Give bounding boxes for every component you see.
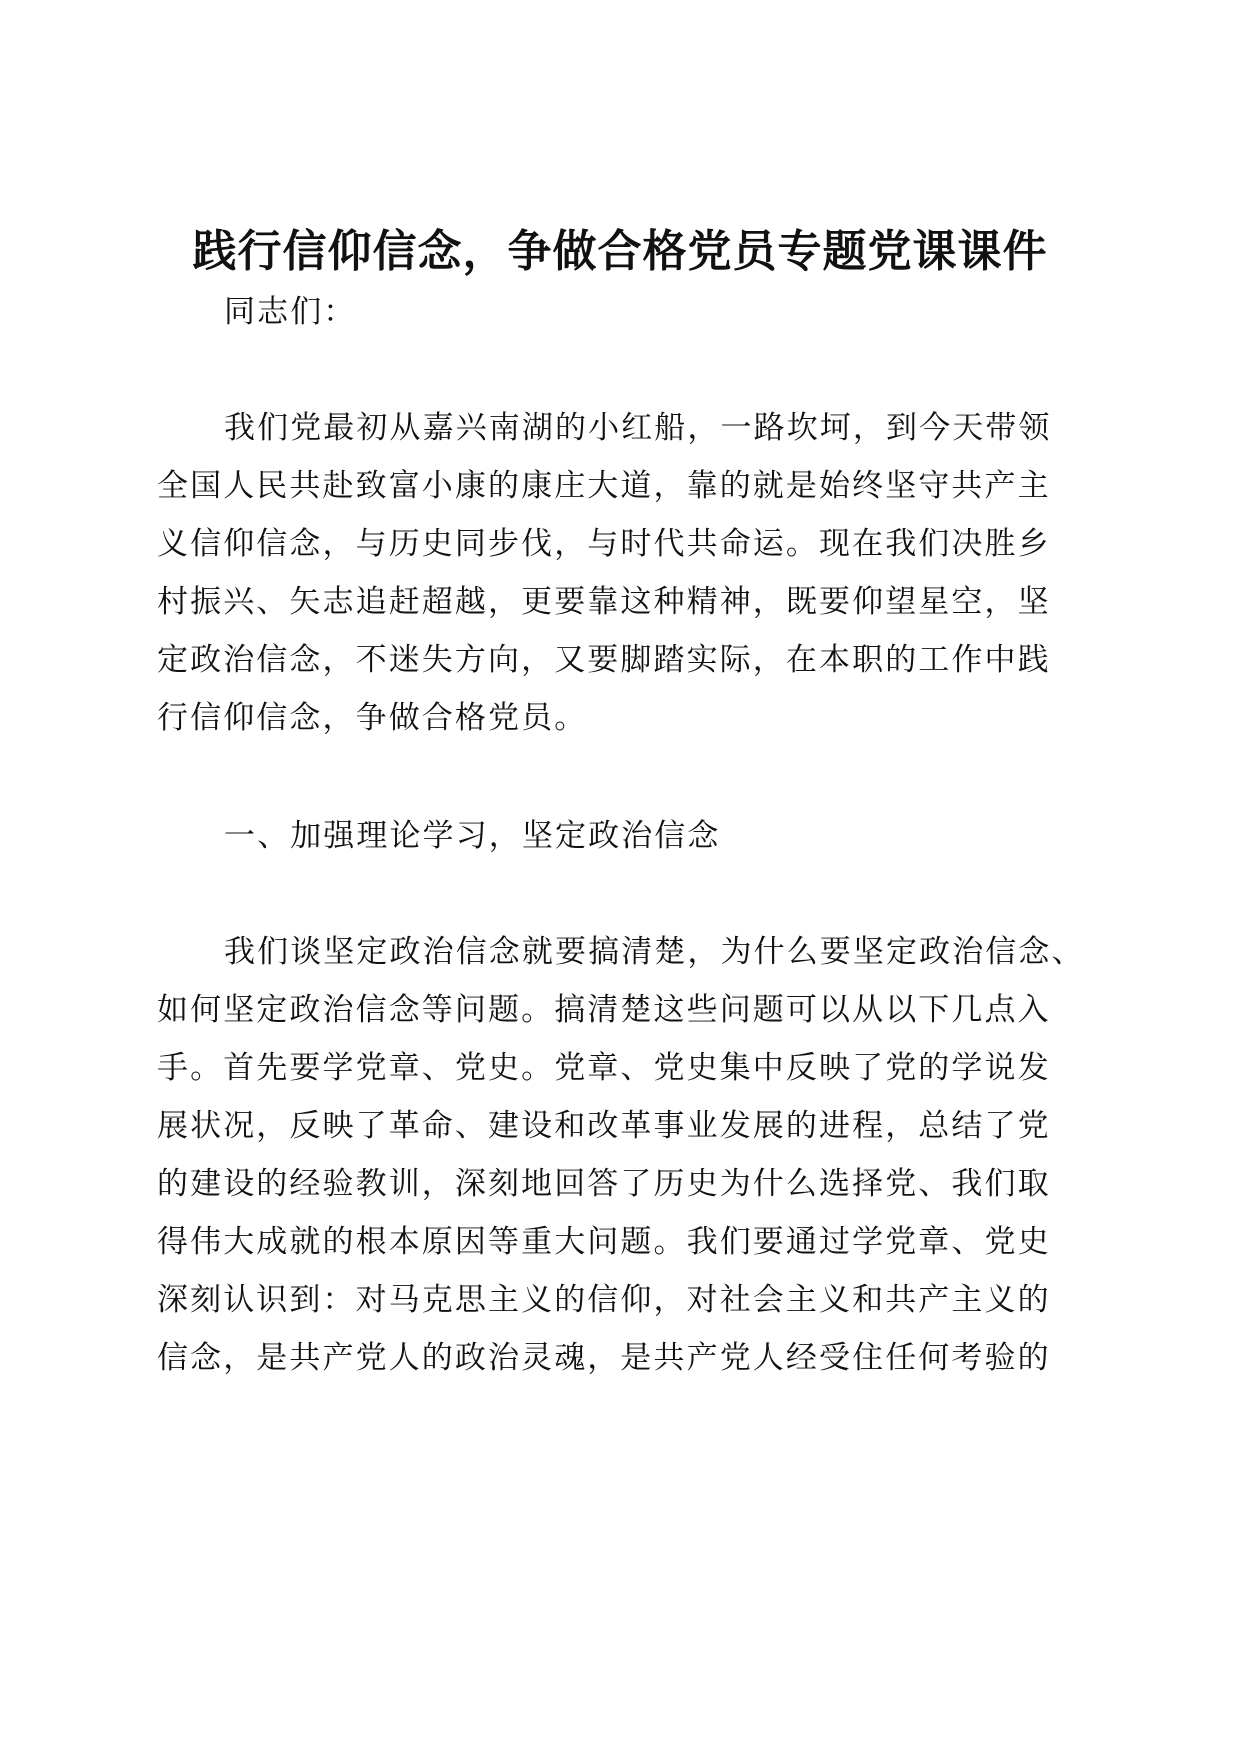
body-line: 得伟大成就的根本原因等重大问题。我们要通过学党章、党史 <box>157 1224 1051 1260</box>
intro-line: 全国人民共赴致富小康的康庄大道，靠的就是始终坚守共产主 <box>157 468 1051 504</box>
salutation: 同志们： <box>224 294 357 330</box>
intro-line: 定政治信念，不迷失方向，又要脚踏实际，在本职的工作中践 <box>157 642 1051 678</box>
body-line: 的建设的经验教训，深刻地回答了历史为什么选择党、我们取 <box>157 1166 1051 1202</box>
intro-line: 我们党最初从嘉兴南湖的小红船，一路坎坷，到今天带领 <box>224 410 1052 446</box>
body-line: 如何坚定政治信念等问题。搞清楚这些问题可以从以下几点入 <box>157 992 1051 1028</box>
intro-line: 义信仰信念，与历史同步伐，与时代共命运。现在我们决胜乡 <box>157 526 1051 562</box>
body-line: 深刻认识到：对马克思主义的信仰，对社会主义和共产主义的 <box>157 1282 1051 1318</box>
body-line: 手。首先要学党章、党史。党章、党史集中反映了党的学说发 <box>157 1050 1051 1086</box>
body-line: 信念，是共产党人的政治灵魂，是共产党人经受住任何考验的 <box>157 1340 1051 1376</box>
intro-line: 行信仰信念，争做合格党员。 <box>157 700 588 736</box>
body-line: 展状况，反映了革命、建设和改革事业发展的进程，总结了党 <box>157 1108 1051 1144</box>
intro-line: 村振兴、矢志追赶超越，更要靠这种精神，既要仰望星空，坚 <box>157 584 1051 620</box>
body-line: 我们谈坚定政治信念就要搞清楚，为什么要坚定政治信念、 <box>224 934 1085 970</box>
section-heading: 一、加强理论学习，坚定政治信念 <box>224 818 721 854</box>
document-title: 践行信仰信念，争做合格党员专题党课课件 <box>192 226 1048 277</box>
